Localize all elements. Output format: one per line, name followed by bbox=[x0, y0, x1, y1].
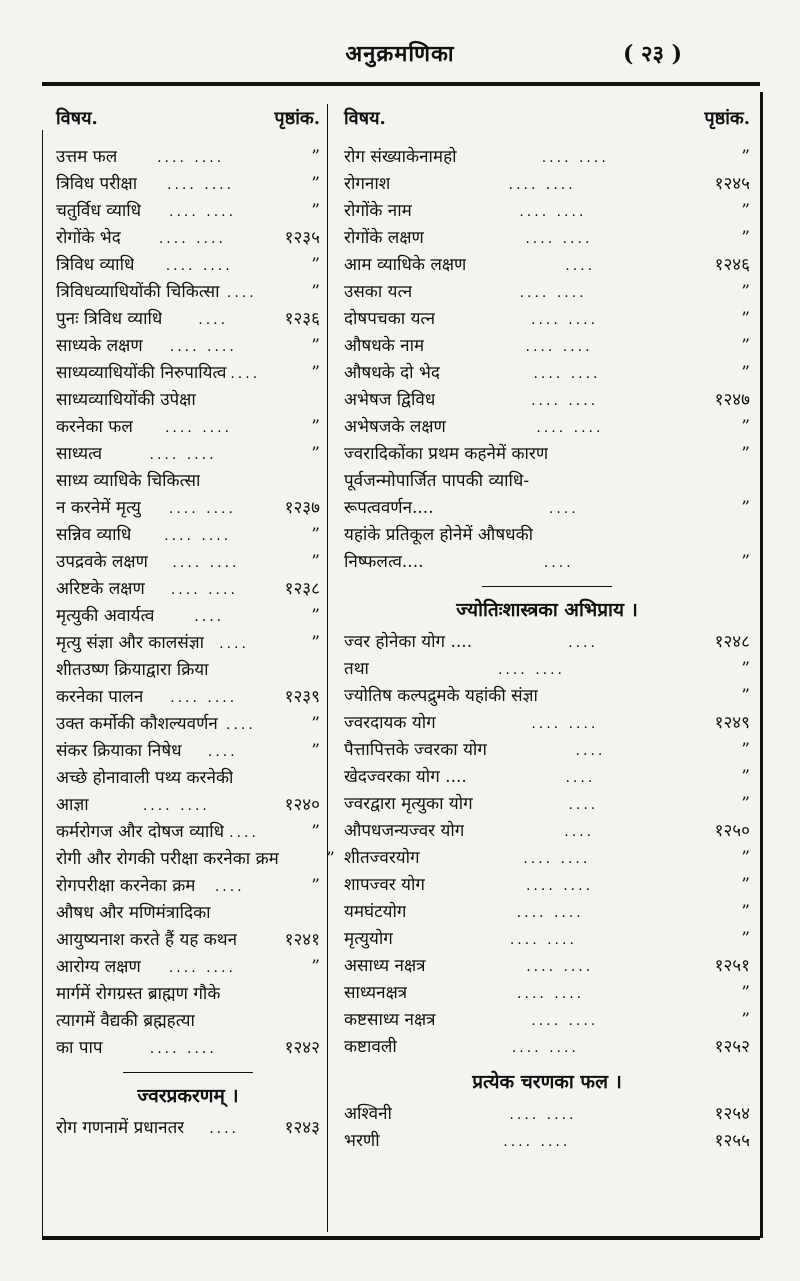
left-border bbox=[42, 130, 43, 1236]
index-entry bbox=[344, 225, 750, 252]
index-entry bbox=[56, 549, 320, 576]
entry-page: ” bbox=[741, 552, 750, 572]
entry-page: ” bbox=[741, 848, 750, 868]
entry-leader: .... bbox=[575, 743, 606, 759]
page-title: अनुक्रमणिका bbox=[345, 41, 455, 67]
entry-page: ” bbox=[741, 417, 750, 437]
entry-page: ” bbox=[311, 147, 320, 167]
index-entry bbox=[56, 981, 320, 1008]
entry-leader: .... bbox=[543, 555, 574, 571]
index-entry bbox=[344, 549, 750, 576]
entry-subject: ज्योतिष कल्पद्रुमके यहांकी संज्ञा bbox=[344, 686, 538, 706]
entry-subject: आम व्याधिके लक्षण bbox=[344, 255, 467, 275]
index-entry bbox=[56, 1035, 320, 1062]
index-entry bbox=[344, 926, 750, 953]
entry-leader: .... .... bbox=[508, 177, 576, 193]
left-section-entries bbox=[56, 1115, 320, 1142]
footer-rule bbox=[42, 1236, 760, 1240]
index-entry bbox=[344, 198, 750, 225]
entry-subject: त्रिविधव्याधियोंकी चिकित्सा bbox=[56, 282, 220, 302]
entry-subject: शीतज्वरयोग bbox=[344, 848, 420, 868]
entry-subject: साध्यत्व bbox=[56, 444, 103, 464]
index-entry bbox=[344, 899, 750, 926]
entry-leader: .... bbox=[568, 635, 598, 651]
entry-leader: .... .... bbox=[516, 905, 584, 921]
entry-subject: शापज्वर योग bbox=[344, 875, 425, 895]
entry-page: ” bbox=[741, 309, 750, 329]
index-entry bbox=[344, 1034, 750, 1061]
left-column-header bbox=[56, 104, 320, 134]
section-title: ज्योतिःशास्त्रका अभिप्राय । bbox=[456, 599, 638, 621]
index-entry bbox=[344, 656, 750, 683]
index-entry bbox=[56, 468, 320, 495]
entry-page: १२५१ bbox=[714, 956, 750, 976]
entry-subject: उसका यत्न bbox=[344, 282, 413, 302]
entry-subject: साध्यनक्षत्र bbox=[344, 983, 408, 1003]
entry-subject: पूर्वजन्मोपार्जित पापकी व्याधि- bbox=[344, 471, 530, 491]
entry-page: ” bbox=[741, 363, 750, 383]
entry-subject: औषधके नाम bbox=[344, 336, 425, 356]
entry-leader: .... bbox=[564, 824, 595, 840]
entry-subject: खेदज्वरका योग .... bbox=[344, 767, 467, 787]
entry-leader: .... .... bbox=[169, 204, 237, 220]
entry-leader: .... .... bbox=[157, 150, 225, 166]
right-column bbox=[330, 104, 750, 1155]
entry-subject: आयुष्यनाश करते हैं यह कथन bbox=[56, 930, 238, 950]
index-entry bbox=[344, 522, 750, 549]
entry-subject: रोगी और रोगकी परीक्षा करनेका क्रम bbox=[56, 849, 279, 869]
entry-page: ” bbox=[311, 714, 320, 734]
left-entries bbox=[56, 144, 335, 1062]
entry-leader: .... bbox=[219, 636, 249, 652]
entry-subject: ज्वरद्वारा मृत्युका योग bbox=[344, 794, 473, 814]
section-title: ज्वरप्रकरणम् । bbox=[137, 1085, 239, 1107]
index-entry bbox=[56, 198, 320, 225]
entry-leader: .... .... bbox=[541, 150, 609, 166]
entry-subject: मृत्युयोग bbox=[344, 929, 393, 949]
index-entry bbox=[56, 738, 320, 765]
entry-page: ” bbox=[741, 875, 750, 895]
entry-leader: .... bbox=[229, 825, 259, 841]
section-title: प्रत्येक चरणका फल । bbox=[472, 1071, 622, 1093]
entry-page: १२४० bbox=[284, 795, 320, 815]
entry-leader: .... bbox=[565, 258, 596, 274]
entry-leader: .... .... bbox=[170, 690, 238, 706]
entry-leader: .... .... bbox=[525, 878, 594, 894]
entry-page: ” bbox=[311, 174, 320, 194]
page-heading: पृष्ठांक. bbox=[704, 108, 750, 129]
entry-subject: त्यागमें वैद्यकी ब्रह्महत्या bbox=[56, 1011, 195, 1031]
entry-leader: .... bbox=[194, 609, 225, 625]
index-entry bbox=[56, 252, 320, 279]
left-column bbox=[56, 104, 335, 1142]
entry-subject: रोग गणनामें प्रधानतर bbox=[56, 1118, 185, 1138]
entry-page: १२४५ bbox=[714, 174, 750, 194]
entry-leader: .... .... bbox=[531, 393, 599, 409]
entry-leader: .... .... bbox=[531, 1013, 599, 1029]
entry-page: ” bbox=[311, 957, 320, 977]
entry-subject: आज्ञा bbox=[56, 795, 89, 815]
entry-page: ” bbox=[311, 282, 320, 302]
entry-subject: भरणी bbox=[344, 1131, 380, 1151]
entry-leader: .... .... bbox=[503, 1134, 571, 1150]
entry-leader: .... bbox=[568, 797, 599, 813]
index-entry bbox=[56, 441, 320, 468]
index-entry bbox=[56, 603, 320, 630]
entry-page: १२३८ bbox=[284, 579, 320, 599]
index-entry bbox=[56, 306, 320, 333]
entry-page: ” bbox=[311, 525, 320, 545]
entry-page: ” bbox=[741, 983, 750, 1003]
entry-subject: न करनेमें मृत्यु bbox=[56, 498, 141, 518]
index-entry bbox=[344, 279, 750, 306]
entry-leader: .... .... bbox=[167, 177, 235, 193]
entry-leader: .... .... bbox=[158, 231, 226, 247]
entry-subject: औपधजन्यज्वर योग bbox=[344, 821, 465, 841]
index-entry bbox=[56, 792, 320, 819]
entry-subject: ज्वरादिकोंका प्रथम कहनेमें कारण bbox=[344, 444, 549, 464]
index-entry bbox=[344, 387, 750, 414]
entry-leader: .... .... bbox=[168, 501, 236, 517]
entry-leader: .... .... bbox=[525, 339, 593, 355]
header-rule bbox=[42, 82, 760, 86]
entry-leader: .... bbox=[230, 366, 261, 382]
index-entry bbox=[344, 306, 750, 333]
entry-leader: .... bbox=[565, 770, 596, 786]
subject-heading: विषय. bbox=[56, 108, 98, 129]
entry-subject: पुनः त्रिविध व्याधि bbox=[56, 309, 163, 329]
entry-leader: .... .... bbox=[172, 555, 240, 571]
entry-page: ” bbox=[311, 444, 320, 464]
section-divider bbox=[123, 1072, 253, 1073]
entry-subject: कष्टसाध्य नक्षत्र bbox=[344, 1010, 436, 1030]
entry-subject: अच्छे होनावाली पथ्य करनेकी bbox=[56, 768, 234, 788]
entry-page: १२५५ bbox=[714, 1131, 750, 1151]
entry-page: ” bbox=[311, 255, 320, 275]
entry-subject: करनेका पालन bbox=[56, 687, 144, 707]
entry-page: १२४२ bbox=[284, 1038, 320, 1058]
entry-page: ” bbox=[311, 336, 320, 356]
entry-subject: मृत्युकी अवार्यत्व bbox=[56, 606, 155, 626]
subject-heading: विषय. bbox=[344, 108, 386, 129]
entry-subject: अभेषजके लक्षण bbox=[344, 417, 446, 437]
entry-leader: .... .... bbox=[164, 528, 232, 544]
index-entry bbox=[344, 683, 750, 710]
entry-page: ” bbox=[741, 794, 750, 814]
entry-page: ” bbox=[741, 282, 750, 302]
index-entry bbox=[56, 576, 320, 603]
index-entry bbox=[56, 495, 320, 522]
index-entry bbox=[56, 360, 320, 387]
entry-page: १२४१ bbox=[284, 930, 320, 950]
index-entry bbox=[56, 1008, 320, 1035]
right-section-entries bbox=[344, 629, 750, 1061]
entry-leader: .... bbox=[226, 717, 256, 733]
entry-page: ” bbox=[326, 849, 335, 869]
entry-subject: चतुर्विध व्याधि bbox=[56, 201, 142, 221]
entry-leader: .... .... bbox=[509, 932, 577, 948]
entry-subject: अभेषज द्विविध bbox=[344, 390, 436, 410]
entry-subject: कष्टावली bbox=[344, 1037, 397, 1057]
entry-leader: .... bbox=[207, 744, 238, 760]
entry-subject: आरोग्य लक्षण bbox=[56, 957, 141, 977]
index-entry bbox=[56, 630, 320, 657]
right-border bbox=[760, 92, 763, 1238]
entry-page: ” bbox=[311, 417, 320, 437]
entry-subject: यमघंटयोग bbox=[344, 902, 407, 922]
entry-subject: ज्वरदायक योग bbox=[344, 713, 436, 733]
entry-leader: .... .... bbox=[523, 851, 591, 867]
entry-leader: .... .... bbox=[149, 1041, 217, 1057]
entry-subject: रोग संख्याकेनामहो bbox=[344, 147, 457, 167]
entry-page: ” bbox=[311, 606, 320, 626]
entry-leader: .... .... bbox=[142, 798, 210, 814]
entry-page: १२४७ bbox=[714, 390, 750, 410]
entry-subject: साध्यके लक्षण bbox=[56, 336, 143, 356]
entry-leader: .... .... bbox=[526, 959, 594, 975]
entry-subject: शीतउष्ण क्रियाद्वारा क्रिया bbox=[56, 660, 209, 680]
entry-page: ” bbox=[741, 767, 750, 787]
page-heading: पृष्ठांक. bbox=[274, 108, 320, 129]
entry-subject: उत्तम फल bbox=[56, 147, 118, 167]
entry-leader: .... .... bbox=[169, 339, 237, 355]
entry-page: ” bbox=[311, 363, 320, 383]
index-entry bbox=[344, 468, 750, 495]
entry-subject: यहांके प्रतिकूल होनेमें औषधकी bbox=[344, 525, 534, 545]
entry-page: ” bbox=[741, 201, 750, 221]
entry-leader: .... .... bbox=[517, 986, 585, 1002]
entry-leader: .... .... bbox=[519, 285, 587, 301]
entry-page: ” bbox=[311, 201, 320, 221]
entry-leader: .... bbox=[209, 1121, 240, 1137]
entry-subject: संकर क्रियाका निषेध bbox=[56, 741, 182, 761]
index-entry bbox=[56, 1115, 320, 1142]
entry-subject: निष्फलत्व.... bbox=[344, 552, 424, 572]
entry-subject: सन्निव व्याधि bbox=[56, 525, 132, 545]
entry-subject: साध्य व्याधिके चिकित्सा bbox=[56, 471, 201, 491]
entry-subject: अश्विनी bbox=[344, 1104, 392, 1124]
entry-page: ” bbox=[311, 741, 320, 761]
section-divider bbox=[482, 586, 612, 587]
entry-subject: का पाप bbox=[56, 1038, 103, 1058]
index-entry bbox=[56, 954, 320, 981]
index-entry bbox=[56, 333, 320, 360]
entry-page: ” bbox=[741, 686, 750, 706]
index-entry bbox=[344, 791, 750, 818]
entry-subject: साध्यव्याधियोंकी निरुपायित्व bbox=[56, 363, 227, 383]
entry-subject: उपद्रवके लक्षण bbox=[56, 552, 148, 572]
index-entry bbox=[56, 711, 320, 738]
index-entry bbox=[56, 927, 320, 954]
index-entry bbox=[344, 710, 750, 737]
entry-leader: .... bbox=[214, 879, 245, 895]
entry-subject: करनेका फल bbox=[56, 417, 133, 437]
index-entry bbox=[344, 1128, 750, 1155]
entry-page: ” bbox=[741, 1010, 750, 1030]
entry-page: १२३५ bbox=[284, 228, 320, 248]
entry-subject: त्रिविध परीक्षा bbox=[56, 174, 138, 194]
entry-leader: .... .... bbox=[533, 366, 601, 382]
page-header bbox=[0, 34, 800, 74]
entry-leader: .... .... bbox=[525, 231, 593, 247]
entry-page: ” bbox=[741, 147, 750, 167]
entry-subject: रोगपरीक्षा करनेका क्रम bbox=[56, 876, 196, 896]
page-number: ( २३ ) bbox=[622, 41, 682, 67]
entry-subject: असाध्य नक्षत्र bbox=[344, 956, 426, 976]
entry-page: १२४९ bbox=[714, 713, 750, 733]
index-entry bbox=[56, 225, 320, 252]
entry-leader: .... bbox=[226, 285, 257, 301]
index-entry bbox=[344, 818, 750, 845]
index-entry bbox=[56, 279, 320, 306]
entry-subject: ज्वर होनेका योग .... bbox=[344, 632, 473, 652]
entry-subject: रोगनाश bbox=[344, 174, 391, 194]
entry-page: १२४३ bbox=[284, 1118, 320, 1138]
entry-page: १२५० bbox=[714, 821, 750, 841]
entry-page: ” bbox=[311, 633, 320, 653]
index-entry bbox=[56, 873, 320, 900]
entry-page: ” bbox=[311, 552, 320, 572]
entry-page: ” bbox=[311, 876, 320, 896]
entry-subject: औषधके दो भेद bbox=[344, 363, 440, 383]
entry-subject: कर्मरोगज और दोषज व्याधि bbox=[56, 822, 225, 842]
right-entries bbox=[344, 144, 750, 576]
entry-leader: .... .... bbox=[511, 1040, 579, 1056]
entry-subject: पैत्तापित्तके ज्वरका योग bbox=[344, 740, 487, 760]
right-column-header bbox=[344, 104, 750, 134]
index-entry bbox=[56, 846, 335, 873]
index-entry bbox=[344, 252, 750, 279]
entry-subject: दोषपचका यत्न bbox=[344, 309, 436, 329]
column-divider bbox=[327, 104, 328, 1232]
entry-leader: .... .... bbox=[531, 312, 599, 328]
entry-subject: साध्यव्याधियोंकी उपेक्षा bbox=[56, 390, 196, 410]
entry-subject: मृत्यु संज्ञा और कालसंज्ञा bbox=[56, 633, 205, 653]
index-entry bbox=[344, 845, 750, 872]
index-entry bbox=[344, 980, 750, 1007]
entry-subject: रोगोंके नाम bbox=[344, 201, 412, 221]
entry-page: ” bbox=[741, 228, 750, 248]
entry-subject: त्रिविध व्याधि bbox=[56, 255, 135, 275]
index-entry bbox=[56, 387, 320, 414]
index-entry bbox=[344, 737, 750, 764]
index-entry bbox=[344, 1101, 750, 1128]
entry-page: ” bbox=[741, 336, 750, 356]
entry-page: ” bbox=[741, 740, 750, 760]
index-entry bbox=[344, 872, 750, 899]
entry-leader: .... .... bbox=[536, 420, 604, 436]
entry-leader: .... .... bbox=[531, 716, 599, 732]
index-entry bbox=[344, 629, 750, 656]
entry-leader: .... bbox=[198, 312, 229, 328]
index-entry bbox=[56, 171, 320, 198]
index-entry bbox=[344, 171, 750, 198]
entry-leader: .... .... bbox=[165, 258, 233, 274]
entry-leader: .... .... bbox=[509, 1107, 577, 1123]
entry-leader: .... .... bbox=[168, 960, 236, 976]
entry-page: १२३९ bbox=[284, 687, 320, 707]
index-entry bbox=[56, 522, 320, 549]
index-entry bbox=[56, 414, 320, 441]
entry-page: १२३६ bbox=[284, 309, 320, 329]
index-entry bbox=[344, 495, 750, 522]
entry-subject: उक्त कर्मोकी कौशल्यवर्णन bbox=[56, 714, 218, 734]
entry-subject: तथा bbox=[344, 659, 369, 679]
entry-page: १२५२ bbox=[714, 1037, 750, 1057]
entry-page: ” bbox=[311, 822, 320, 842]
index-entry bbox=[56, 900, 320, 927]
index-entry bbox=[344, 1007, 750, 1034]
index-entry bbox=[56, 819, 320, 846]
entry-subject: औषध और मणिमंत्रादिका bbox=[56, 903, 211, 923]
entry-subject: रोगोंके लक्षण bbox=[344, 228, 424, 248]
entry-page: ” bbox=[741, 929, 750, 949]
entry-page: ” bbox=[741, 498, 750, 518]
index-entry bbox=[344, 764, 750, 791]
index-entry bbox=[344, 144, 750, 171]
entry-leader: .... bbox=[548, 501, 579, 517]
entry-subject: अरिष्टके लक्षण bbox=[56, 579, 145, 599]
index-entry bbox=[56, 684, 320, 711]
entry-page: १२४६ bbox=[714, 255, 750, 275]
index-entry bbox=[56, 765, 320, 792]
right-section-entries bbox=[344, 1101, 750, 1155]
entry-leader: .... .... bbox=[149, 447, 217, 463]
entry-leader: .... .... bbox=[170, 582, 238, 598]
index-entry bbox=[56, 657, 320, 684]
entry-leader: .... .... bbox=[164, 420, 232, 436]
entry-page: १२३७ bbox=[284, 498, 320, 518]
entry-subject: मार्गमें रोगग्रस्त ब्राह्मण गौके bbox=[56, 984, 221, 1004]
entry-page: ” bbox=[741, 444, 750, 464]
index-entry bbox=[56, 144, 320, 171]
index-entry bbox=[344, 441, 750, 468]
entry-subject: रूपत्ववर्णन.... bbox=[344, 498, 434, 518]
entry-subject: रोगोंके भेद bbox=[56, 228, 121, 248]
index-entry bbox=[344, 360, 750, 387]
index-entry bbox=[344, 333, 750, 360]
entry-page: १२५४ bbox=[714, 1104, 750, 1124]
index-entry bbox=[344, 953, 750, 980]
entry-page: ” bbox=[741, 902, 750, 922]
entry-page: ” bbox=[741, 659, 750, 679]
entry-leader: .... .... bbox=[519, 204, 587, 220]
entry-page: १२४८ bbox=[714, 632, 750, 652]
entry-leader: .... .... bbox=[497, 662, 566, 678]
index-entry bbox=[344, 414, 750, 441]
